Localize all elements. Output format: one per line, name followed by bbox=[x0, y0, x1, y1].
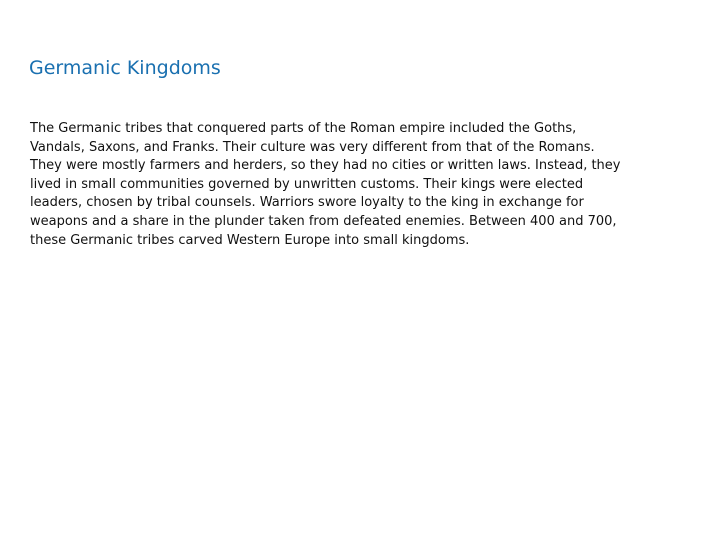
body-paragraph bbox=[30, 120, 630, 250]
body-line: The Germanic tribes that conquered parts of the Roman empire included the Goths, bbox=[30, 121, 577, 136]
body-line: lived in small communities governed by unwritten customs. Their kings were elected bbox=[30, 176, 584, 192]
body-line: weapons and a share in the plunder taken from defeated enemies. Between 400 and 700, bbox=[30, 213, 617, 229]
body-line: They were mostly farmers and herders, so they had no cities or written laws. Instead, they bbox=[30, 158, 621, 174]
slide-title: Germanic Kingdoms bbox=[29, 57, 221, 79]
body-line: leaders, chosen by tribal counsels. Warriors swore loyalty to the king in exchange for bbox=[30, 195, 584, 211]
body-line: Vandals, Saxons, and Franks. Their culture was very different from that of the Romans. bbox=[30, 139, 595, 155]
body-line: these Germanic tribes carved Western Europe into small kingdoms. bbox=[30, 232, 470, 248]
